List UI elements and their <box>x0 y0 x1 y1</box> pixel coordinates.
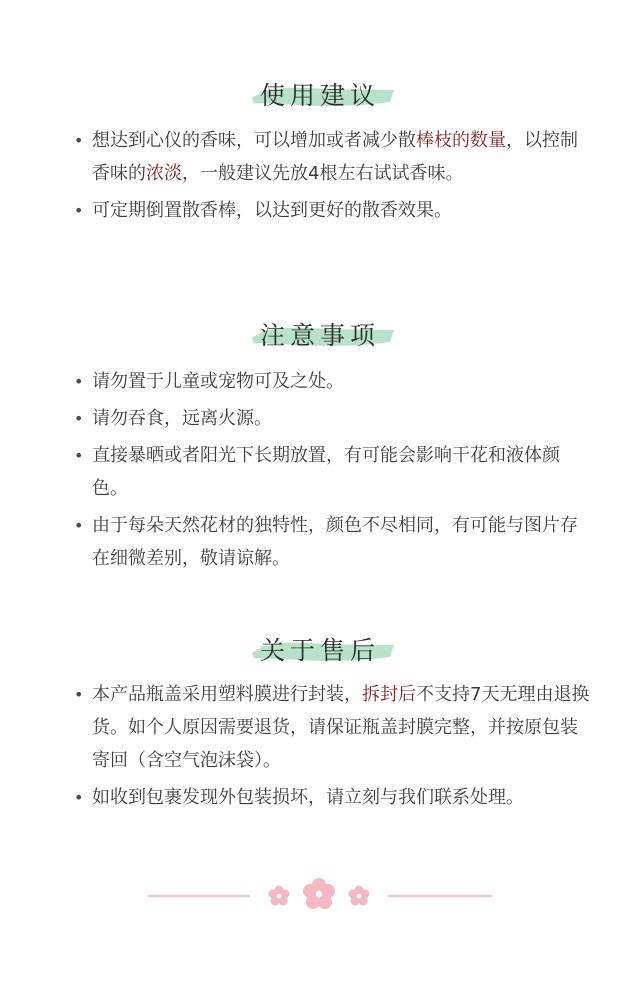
text-segment: 由于每朵天然花材的独特性，颜色不尽相同，有可能与图片存在细微差别，敬请谅解。 <box>92 515 578 569</box>
text-segment: 请勿置于儿童或宠物可及之处。 <box>92 371 344 392</box>
list-item <box>72 439 592 505</box>
section-title: 使用建议 <box>259 81 380 110</box>
list-item <box>72 124 592 190</box>
section-title: 关于售后 <box>259 636 380 665</box>
list-item <box>72 402 592 435</box>
section-header-after-sales <box>0 627 640 671</box>
list-item <box>72 678 592 777</box>
section-title: 注意事项 <box>259 321 380 350</box>
highlight-text: 棒枝的数量 <box>416 130 506 151</box>
text-segment: 不支持7天无理由退换货。如个人原因需要退货，请保证瓶盖封膜完整，并按原包装寄回（含空气泡沫袋）。 <box>92 684 590 771</box>
flower-icon <box>349 886 370 906</box>
list-item <box>72 194 592 227</box>
text-segment: 如收到包裹发现外包装损坏，请立刻与我们联系处理。 <box>92 787 524 808</box>
text-segment: ，一般建议先放4根左右试试香味。 <box>182 163 464 184</box>
highlight-text: 拆封后 <box>362 684 416 705</box>
list-item <box>72 781 592 814</box>
section-header-usage <box>0 72 640 116</box>
list-item <box>72 365 592 398</box>
list-item <box>72 509 592 575</box>
text-segment: 可定期倒置散香棒，以达到更好的散香效果。 <box>92 200 452 221</box>
text-segment: 本产品瓶盖采用塑料膜进行封装， <box>92 684 362 705</box>
usage-list <box>72 124 592 231</box>
text-segment: 直接暴晒或者阳光下长期放置，有可能会影响干花和液体颜色。 <box>92 445 560 499</box>
highlight-text: 浓淡 <box>146 163 182 184</box>
flower-icon <box>303 878 335 909</box>
flower-divider <box>0 872 640 922</box>
text-segment: 想达到心仪的香味，可以增加或者减少散 <box>92 130 416 151</box>
text-segment: 请勿吞食，远离火源。 <box>92 408 272 429</box>
cautions-list <box>72 365 592 579</box>
section-header-cautions <box>0 312 640 356</box>
flower-icon <box>269 886 290 906</box>
text-segment: ，以控制香味的 <box>92 130 578 184</box>
after-sales-list <box>72 678 592 818</box>
